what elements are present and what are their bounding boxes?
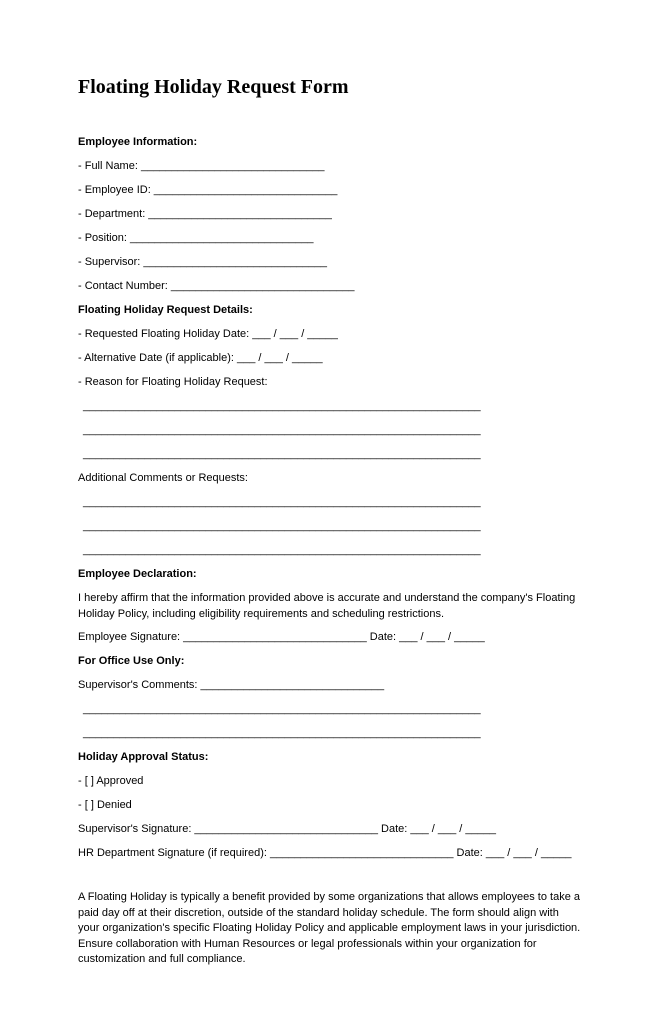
document-page [78, 76, 583, 976]
declaration-text: I hereby affirm that the information provided above is accurate and understand the company's Floating Holiday Policy, including eligibility requirements and scheduling restrictions. [78, 592, 576, 620]
office-blank-line: _________________________________________________________________ [83, 727, 481, 739]
reason-blank-line: _________________________________________________________________ [83, 424, 481, 436]
reason-blank-line: _________________________________________________________________ [83, 448, 481, 460]
section-heading-declaration: Employee Declaration: [78, 568, 197, 580]
footer-note: A Floating Holiday is typically a benefit provided by some organizations that allows employees to take a paid day off at their discretion, outside of the standard holiday schedule. The form should align with your organization's specific Floating Holiday Policy and applicable employment laws in your jurisdiction. Ensure collaboration with Human Resources or legal professionals within your organization for customization and full compliance. [78, 891, 581, 965]
office-blank-line: _________________________________________________________________ [83, 703, 481, 715]
section-heading-comments: Additional Comments or Requests: [78, 472, 248, 484]
field-employee-id: - Employee ID: ______________________________ [78, 184, 338, 196]
field-hr-signature: HR Department Signature (if required): ______________________________ Date: ___ / ___ / _____ [78, 847, 572, 859]
section-heading-approval: Holiday Approval Status: [78, 751, 209, 763]
comments-blank-line: _________________________________________________________________ [83, 496, 481, 508]
field-supervisor-signature: Supervisor's Signature: ______________________________ Date: ___ / ___ / _____ [78, 823, 496, 835]
comments-blank-line: _________________________________________________________________ [83, 544, 481, 556]
section-heading-request-details: Floating Holiday Request Details: [78, 304, 253, 316]
checkbox-approved: - [ ] Approved [78, 775, 144, 787]
section-heading-employee-info: Employee Information: [78, 136, 198, 148]
checkbox-denied: - [ ] Denied [78, 799, 132, 811]
field-supervisor: - Supervisor: ______________________________ [78, 256, 327, 268]
page-title: Floating Holiday Request Form [78, 76, 349, 98]
field-reason: - Reason for Floating Holiday Request: [78, 376, 268, 388]
reason-blank-line: _________________________________________________________________ [83, 400, 481, 412]
comments-blank-line: _________________________________________________________________ [83, 520, 481, 532]
field-alternative-date: - Alternative Date (if applicable): ___ / ___ / _____ [78, 352, 323, 364]
field-contact-number: - Contact Number: ______________________________ [78, 280, 355, 292]
field-supervisor-comments: Supervisor's Comments: ______________________________ [78, 679, 385, 691]
field-department: - Department: ______________________________ [78, 208, 332, 220]
spacer [78, 870, 583, 890]
field-position: - Position: ______________________________ [78, 232, 314, 244]
field-full-name: - Full Name: ______________________________ [78, 160, 325, 172]
section-heading-office-use: For Office Use Only: [78, 655, 185, 667]
field-requested-date: - Requested Floating Holiday Date: ___ / ___ / _____ [78, 328, 338, 340]
field-employee-signature: Employee Signature: ______________________________ Date: ___ / ___ / _____ [78, 631, 485, 643]
